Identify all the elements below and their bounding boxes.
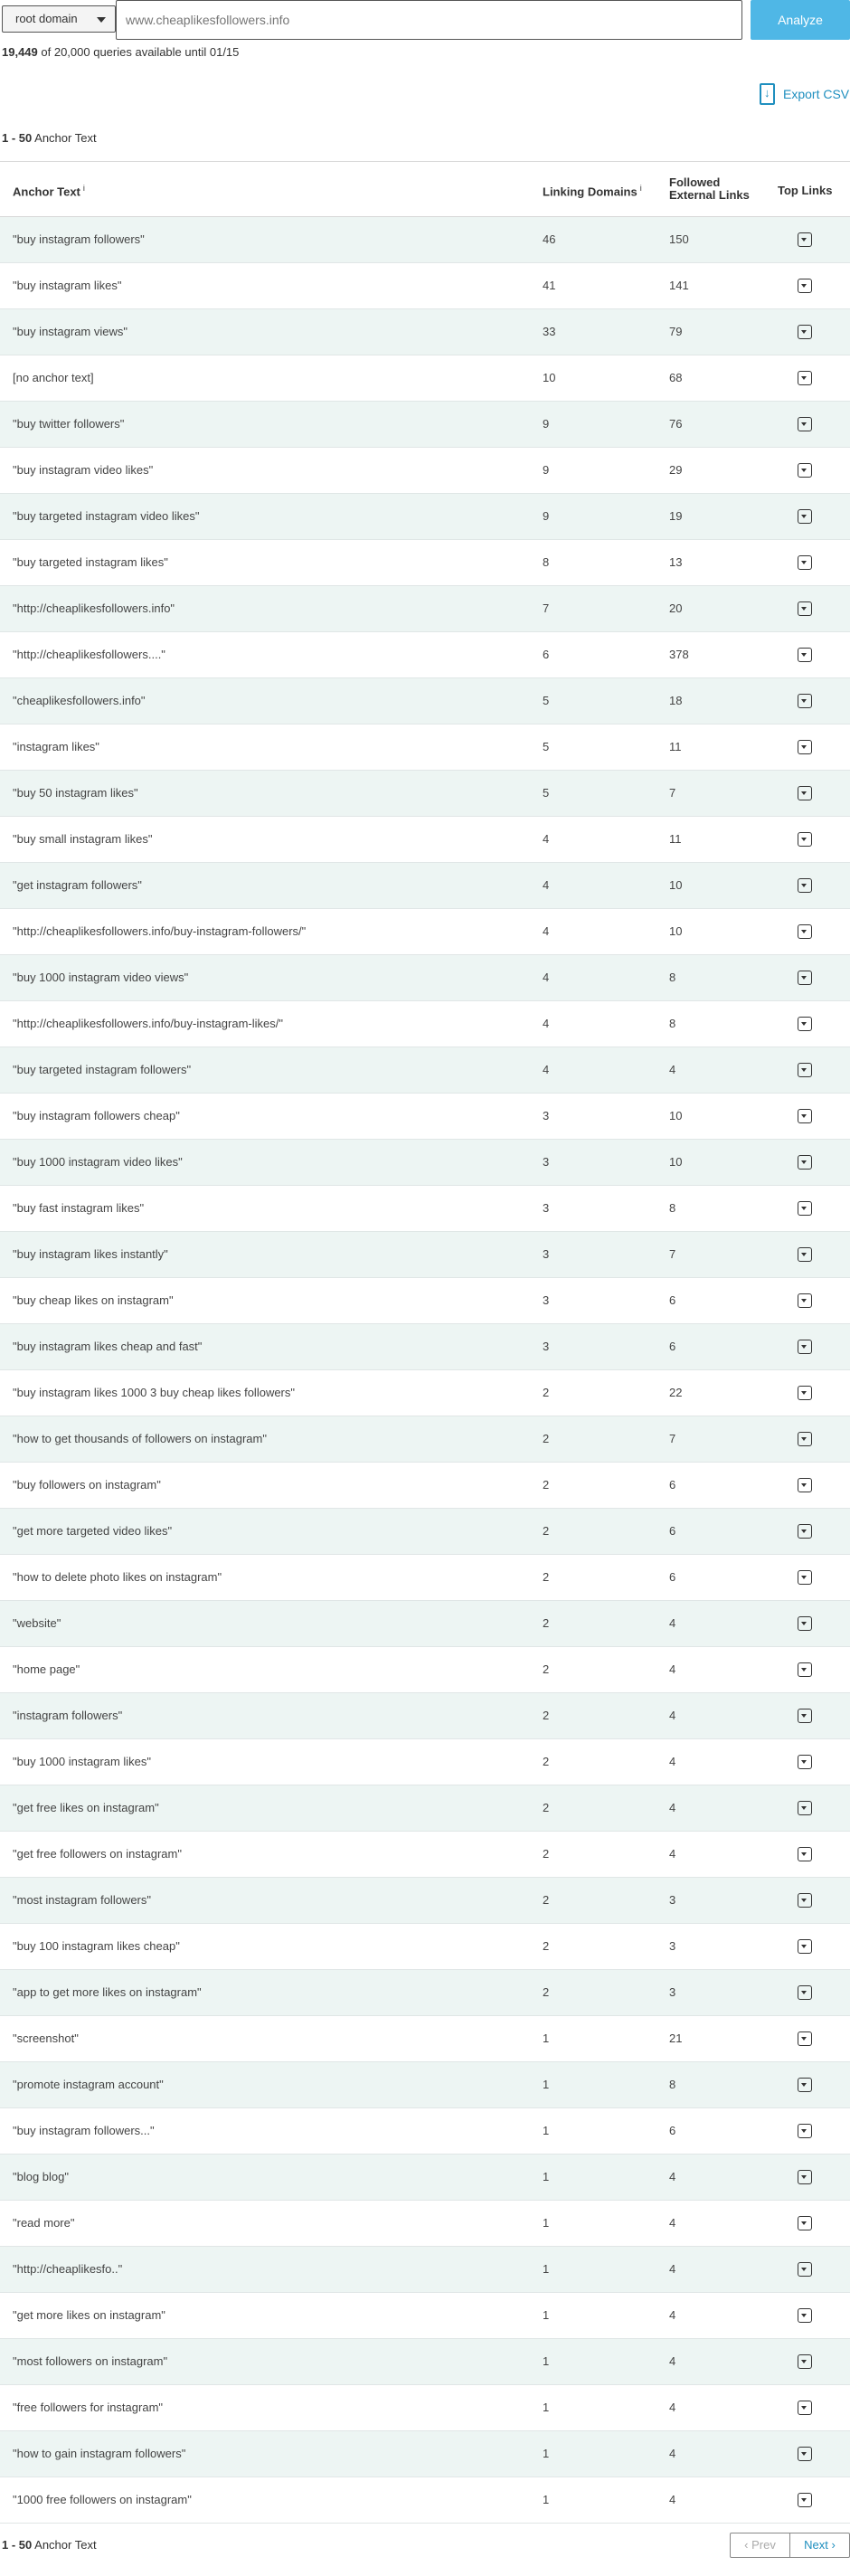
- linking-domains-cell: 33: [543, 325, 556, 338]
- linking-domains-cell: 4: [543, 1063, 550, 1076]
- download-icon: ↓: [760, 83, 775, 105]
- anchor-text-cell: "buy twitter followers": [13, 417, 125, 431]
- linking-domains-cell: 2: [543, 1616, 550, 1630]
- table-row: [0, 402, 850, 448]
- anchor-text-cell: "buy instagram followers": [13, 232, 145, 246]
- anchor-text-cell: "buy instagram likes instantly": [13, 1247, 168, 1261]
- linking-domains-cell: 3: [543, 1155, 550, 1169]
- anchor-text-table: [0, 161, 850, 2524]
- table-row: [0, 1878, 850, 1924]
- column-label: Anchor Text: [13, 185, 80, 199]
- results-range-bottom: [2, 2538, 97, 2552]
- linking-domains-cell: 3: [543, 1247, 550, 1261]
- linking-domains-cell: 2: [543, 1432, 550, 1445]
- linking-domains-cell: 1: [543, 2401, 550, 2414]
- expand-top-links-icon[interactable]: [798, 1478, 812, 1492]
- anchor-text-cell: "blog blog": [13, 2170, 69, 2183]
- followed-links-cell: 8: [669, 1017, 676, 1030]
- followed-links-cell: 4: [669, 1801, 676, 1814]
- table-row: [0, 494, 850, 540]
- followed-links-cell: 3: [669, 1893, 676, 1907]
- scope-dropdown-value: root domain: [15, 12, 78, 25]
- column-header-top-links: Top Links: [778, 184, 833, 197]
- column-header-linking-domains[interactable]: [543, 184, 642, 198]
- table-row: [0, 448, 850, 494]
- table-row: [0, 2293, 850, 2339]
- linking-domains-cell: 9: [543, 417, 550, 431]
- expand-top-links-icon[interactable]: [798, 2262, 812, 2277]
- expand-top-links-icon[interactable]: [798, 1755, 812, 1769]
- next-page-button[interactable]: Next ›: [804, 2538, 836, 2552]
- analyze-button[interactable]: Analyze: [751, 0, 850, 40]
- table-row: [0, 2016, 850, 2062]
- expand-top-links-icon[interactable]: [798, 694, 812, 708]
- linking-domains-cell: 2: [543, 1939, 550, 1953]
- linking-domains-cell: 2: [543, 1386, 550, 1399]
- quota-used: 19,449: [2, 45, 38, 59]
- table-row: [0, 1647, 850, 1693]
- anchor-text-cell: "buy instagram views": [13, 325, 128, 338]
- scope-dropdown[interactable]: [2, 5, 116, 33]
- anchor-text-cell: "how to gain instagram followers": [13, 2447, 186, 2460]
- expand-top-links-icon[interactable]: [798, 2447, 812, 2461]
- followed-links-cell: 11: [669, 832, 682, 846]
- column-label: Linking Domains: [543, 185, 638, 199]
- followed-links-cell: 11: [669, 740, 682, 753]
- linking-domains-cell: 41: [543, 279, 556, 292]
- anchor-text-cell: "get free likes on instagram": [13, 1801, 159, 1814]
- expand-top-links-icon[interactable]: [798, 1616, 812, 1631]
- export-csv-label: Export CSV: [783, 87, 850, 101]
- anchor-text-cell: "website": [13, 1616, 61, 1630]
- expand-top-links-icon[interactable]: [798, 417, 812, 431]
- followed-links-cell: 79: [669, 325, 683, 338]
- linking-domains-cell: 1: [543, 2447, 550, 2460]
- anchor-text-cell: "buy 1000 instagram likes": [13, 1755, 152, 1768]
- url-input[interactable]: [116, 0, 742, 40]
- anchor-text-cell: [no anchor text]: [13, 371, 94, 384]
- expand-top-links-icon[interactable]: [798, 971, 812, 985]
- linking-domains-cell: 8: [543, 555, 550, 569]
- table-row: [0, 2108, 850, 2155]
- linking-domains-cell: 2: [543, 1893, 550, 1907]
- anchor-text-cell: "get instagram followers": [13, 878, 142, 892]
- anchor-text-cell: "how to get thousands of followers on instagram": [13, 1432, 267, 1445]
- linking-domains-cell: 5: [543, 786, 550, 800]
- range-label: Anchor Text: [34, 131, 97, 145]
- linking-domains-cell: 1: [543, 2354, 550, 2368]
- anchor-text-cell: "buy instagram followers...": [13, 2124, 155, 2137]
- followed-links-cell: 21: [669, 2031, 683, 2045]
- linking-domains-cell: 4: [543, 878, 550, 892]
- table-row: [0, 1555, 850, 1601]
- table-row: [0, 355, 850, 402]
- caret-down-icon: [97, 17, 106, 23]
- linking-domains-cell: 1: [543, 2124, 550, 2137]
- followed-links-cell: 10: [669, 924, 683, 938]
- table-row: [0, 2247, 850, 2293]
- table-row: [0, 1785, 850, 1832]
- anchor-text-cell: "get more targeted video likes": [13, 1524, 173, 1538]
- linking-domains-cell: 2: [543, 1570, 550, 1584]
- anchor-text-cell: "buy followers on instagram": [13, 1478, 161, 1492]
- expand-top-links-icon[interactable]: [798, 2493, 812, 2507]
- linking-domains-cell: 2: [543, 1985, 550, 1999]
- anchor-text-cell: "buy 100 instagram likes cheap": [13, 1939, 180, 1953]
- linking-domains-cell: 1: [543, 2078, 550, 2091]
- followed-links-cell: 20: [669, 601, 683, 615]
- column-header-anchor-text[interactable]: [13, 184, 85, 198]
- table-row: [0, 2062, 850, 2108]
- anchor-text-cell: "buy targeted instagram video likes": [13, 509, 200, 523]
- anchor-text-cell: "most instagram followers": [13, 1893, 151, 1907]
- table-row: [0, 2201, 850, 2247]
- expand-top-links-icon[interactable]: [798, 786, 812, 800]
- anchor-text-cell: "buy instagram likes cheap and fast": [13, 1340, 203, 1353]
- linking-domains-cell: 2: [543, 1801, 550, 1814]
- table-row: [0, 1739, 850, 1785]
- expand-top-links-icon[interactable]: [798, 2354, 812, 2369]
- anchor-text-cell: "buy cheap likes on instagram": [13, 1293, 174, 1307]
- table-row: [0, 771, 850, 817]
- table-row: [0, 1232, 850, 1278]
- table-row: [0, 1140, 850, 1186]
- expand-top-links-icon[interactable]: [798, 1570, 812, 1585]
- expand-top-links-icon[interactable]: [798, 1662, 812, 1677]
- expand-top-links-icon[interactable]: [798, 1847, 812, 1861]
- prev-page-button[interactable]: ‹ Prev: [731, 2533, 790, 2557]
- expand-top-links-icon[interactable]: [798, 2170, 812, 2184]
- linking-domains-cell: 7: [543, 601, 550, 615]
- linking-domains-cell: 1: [543, 2031, 550, 2045]
- linking-domains-cell: 3: [543, 1293, 550, 1307]
- results-range-top: [2, 131, 97, 145]
- anchor-text-cell: "http://cheaplikesfollowers....": [13, 648, 165, 661]
- linking-domains-cell: 2: [543, 1524, 550, 1538]
- linking-domains-cell: 10: [543, 371, 556, 384]
- anchor-text-cell: "screenshot": [13, 2031, 79, 2045]
- expand-top-links-icon[interactable]: [798, 509, 812, 524]
- anchor-text-cell: "buy 1000 instagram video likes": [13, 1155, 183, 1169]
- anchor-text-cell: "buy instagram likes 1000 3 buy cheap likes followers": [13, 1386, 295, 1399]
- anchor-text-cell: "get free followers on instagram": [13, 1847, 182, 1861]
- anchor-text-cell: "read more": [13, 2216, 75, 2230]
- table-row: [0, 2477, 850, 2524]
- expand-top-links-icon[interactable]: [798, 1155, 812, 1170]
- table-row: [0, 1832, 850, 1878]
- linking-domains-cell: 1: [543, 2170, 550, 2183]
- linking-domains-cell: 4: [543, 1017, 550, 1030]
- followed-links-cell: 8: [669, 2078, 676, 2091]
- followed-links-cell: 4: [669, 1616, 676, 1630]
- table-row: [0, 2155, 850, 2201]
- anchor-text-cell: "buy instagram followers cheap": [13, 1109, 180, 1122]
- linking-domains-cell: 3: [543, 1109, 550, 1122]
- anchor-text-cell: "how to delete photo likes on instagram": [13, 1570, 222, 1584]
- followed-links-cell: 8: [669, 1201, 676, 1215]
- followed-links-cell: 4: [669, 2493, 676, 2506]
- quota-status: [2, 45, 239, 59]
- anchor-text-cell: "buy 1000 instagram video views": [13, 971, 189, 984]
- expand-top-links-icon[interactable]: [798, 1939, 812, 1954]
- expand-top-links-icon[interactable]: [798, 325, 812, 339]
- expand-top-links-icon[interactable]: [798, 1340, 812, 1354]
- table-row: [0, 1463, 850, 1509]
- followed-links-cell: 3: [669, 1939, 676, 1953]
- followed-links-cell: 4: [669, 2216, 676, 2230]
- expand-top-links-icon[interactable]: [798, 878, 812, 893]
- expand-top-links-icon[interactable]: [798, 1017, 812, 1031]
- anchor-text-cell: "buy targeted instagram likes": [13, 555, 168, 569]
- expand-top-links-icon[interactable]: [798, 648, 812, 662]
- followed-links-cell: 4: [669, 2170, 676, 2183]
- anchor-text-cell: "1000 free followers on instagram": [13, 2493, 192, 2506]
- followed-links-cell: 6: [669, 1293, 676, 1307]
- expand-top-links-icon[interactable]: [798, 1201, 812, 1216]
- followed-links-cell: 378: [669, 648, 689, 661]
- followed-links-cell: 4: [669, 1662, 676, 1676]
- followed-links-cell: 10: [669, 878, 683, 892]
- followed-links-cell: 4: [669, 1063, 676, 1076]
- column-label: External Links: [669, 188, 750, 202]
- followed-links-cell: 18: [669, 694, 683, 707]
- followed-links-cell: 6: [669, 1340, 676, 1353]
- expand-top-links-icon[interactable]: [798, 1109, 812, 1123]
- range-value: 1 - 50: [2, 131, 33, 145]
- followed-links-cell: 10: [669, 1109, 683, 1122]
- linking-domains-cell: 1: [543, 2308, 550, 2322]
- table-row: [0, 1278, 850, 1324]
- linking-domains-cell: 3: [543, 1340, 550, 1353]
- followed-links-cell: 68: [669, 371, 683, 384]
- followed-links-cell: 4: [669, 1755, 676, 1768]
- followed-links-cell: 7: [669, 1432, 676, 1445]
- expand-top-links-icon[interactable]: [798, 1801, 812, 1815]
- followed-links-cell: 13: [669, 555, 683, 569]
- linking-domains-cell: 2: [543, 1709, 550, 1722]
- followed-links-cell: 6: [669, 1478, 676, 1492]
- anchor-text-cell: "buy instagram video likes": [13, 463, 154, 477]
- followed-links-cell: 4: [669, 2308, 676, 2322]
- table-row: [0, 1094, 850, 1140]
- followed-links-cell: 6: [669, 2124, 676, 2137]
- table-row: [0, 1047, 850, 1094]
- linking-domains-cell: 46: [543, 232, 556, 246]
- expand-top-links-icon[interactable]: [798, 2216, 812, 2230]
- table-row: [0, 1693, 850, 1739]
- column-header-followed-external-links[interactable]: [669, 176, 750, 202]
- anchor-text-cell: "app to get more likes on instagram": [13, 1985, 202, 1999]
- anchor-text-cell: "most followers on instagram": [13, 2354, 168, 2368]
- expand-top-links-icon[interactable]: [798, 1247, 812, 1262]
- table-row: [0, 1001, 850, 1047]
- linking-domains-cell: 2: [543, 1478, 550, 1492]
- table-row: [0, 263, 850, 309]
- followed-links-cell: 7: [669, 1247, 676, 1261]
- expand-top-links-icon[interactable]: [798, 1386, 812, 1400]
- followed-links-cell: 10: [669, 1155, 683, 1169]
- linking-domains-cell: 9: [543, 509, 550, 523]
- expand-top-links-icon[interactable]: [798, 1985, 812, 2000]
- linking-domains-cell: 1: [543, 2216, 550, 2230]
- followed-links-cell: 76: [669, 417, 683, 431]
- expand-top-links-icon[interactable]: [798, 924, 812, 939]
- anchor-text-cell: "http://cheaplikesfollowers.info/buy-instagram-likes/": [13, 1017, 283, 1030]
- followed-links-cell: 8: [669, 971, 676, 984]
- linking-domains-cell: 5: [543, 694, 550, 707]
- table-row: [0, 1601, 850, 1647]
- expand-top-links-icon[interactable]: [798, 740, 812, 754]
- anchor-text-cell: "promote instagram account": [13, 2078, 164, 2091]
- table-row: [0, 1324, 850, 1370]
- expand-top-links-icon[interactable]: [798, 1893, 812, 1908]
- followed-links-cell: 150: [669, 232, 689, 246]
- followed-links-cell: 19: [669, 509, 683, 523]
- linking-domains-cell: 9: [543, 463, 550, 477]
- column-label: Followed: [669, 175, 721, 189]
- table-row: [0, 724, 850, 771]
- search-bar: [0, 0, 850, 40]
- table-row: [0, 1509, 850, 1555]
- linking-domains-cell: 5: [543, 740, 550, 753]
- table-row: [0, 909, 850, 955]
- expand-top-links-icon[interactable]: [798, 279, 812, 293]
- anchor-text-cell: "home page": [13, 1662, 80, 1676]
- expand-top-links-icon[interactable]: [798, 463, 812, 478]
- followed-links-cell: 7: [669, 786, 676, 800]
- expand-top-links-icon[interactable]: [798, 1432, 812, 1446]
- table-row: [0, 586, 850, 632]
- expand-top-links-icon[interactable]: [798, 1293, 812, 1308]
- anchor-text-cell: "buy small instagram likes": [13, 832, 153, 846]
- expand-top-links-icon[interactable]: [798, 555, 812, 570]
- expand-top-links-icon[interactable]: [798, 1709, 812, 1723]
- followed-links-cell: 4: [669, 2447, 676, 2460]
- anchor-text-cell: "http://cheaplikesfo..": [13, 2262, 123, 2276]
- linking-domains-cell: 4: [543, 832, 550, 846]
- followed-links-cell: 4: [669, 2262, 676, 2276]
- linking-domains-cell: 4: [543, 971, 550, 984]
- expand-top-links-icon[interactable]: [798, 1063, 812, 1077]
- anchor-text-cell: "free followers for instagram": [13, 2401, 164, 2414]
- anchor-text-cell: "http://cheaplikesfollowers.info/buy-instagram-followers/": [13, 924, 307, 938]
- table-row: [0, 540, 850, 586]
- table-row: [0, 1924, 850, 1970]
- anchor-text-cell: "get more likes on instagram": [13, 2308, 165, 2322]
- table-row: [0, 1970, 850, 2016]
- expand-top-links-icon[interactable]: [798, 2124, 812, 2138]
- followed-links-cell: 6: [669, 1524, 676, 1538]
- expand-top-links-icon[interactable]: [798, 2078, 812, 2092]
- linking-domains-cell: 6: [543, 648, 550, 661]
- expand-top-links-icon[interactable]: [798, 232, 812, 247]
- expand-top-links-icon[interactable]: [798, 2401, 812, 2415]
- table-row: [0, 309, 850, 355]
- table-row: [0, 2339, 850, 2385]
- table-row: [0, 2385, 850, 2431]
- table-row: [0, 955, 850, 1001]
- info-icon[interactable]: i: [639, 184, 642, 193]
- linking-domains-cell: 1: [543, 2493, 550, 2506]
- expand-top-links-icon[interactable]: [798, 2031, 812, 2046]
- linking-domains-cell: 3: [543, 1201, 550, 1215]
- linking-domains-cell: 2: [543, 1662, 550, 1676]
- followed-links-cell: 141: [669, 279, 689, 292]
- followed-links-cell: 6: [669, 1570, 676, 1584]
- linking-domains-cell: 2: [543, 1847, 550, 1861]
- table-header: [0, 162, 850, 217]
- table-row: [0, 1186, 850, 1232]
- followed-links-cell: 3: [669, 1985, 676, 1999]
- expand-top-links-icon[interactable]: [798, 2308, 812, 2323]
- followed-links-cell: 4: [669, 1847, 676, 1861]
- range-label: Anchor Text: [34, 2538, 97, 2552]
- followed-links-cell: 4: [669, 2354, 676, 2368]
- table-row: [0, 1370, 850, 1416]
- expand-top-links-icon[interactable]: [798, 601, 812, 616]
- anchor-text-cell: "cheaplikesfollowers.info": [13, 694, 146, 707]
- pagination: [730, 2533, 850, 2558]
- table-row: [0, 1416, 850, 1463]
- linking-domains-cell: 2: [543, 1755, 550, 1768]
- followed-links-cell: 4: [669, 1709, 676, 1722]
- table-row: [0, 817, 850, 863]
- followed-links-cell: 4: [669, 2401, 676, 2414]
- linking-domains-cell: 1: [543, 2262, 550, 2276]
- table-row: [0, 678, 850, 724]
- table-row: [0, 2431, 850, 2477]
- expand-top-links-icon[interactable]: [798, 371, 812, 385]
- followed-links-cell: 29: [669, 463, 683, 477]
- quota-text: of 20,000 queries available until 01/15: [41, 45, 240, 59]
- table-row: [0, 217, 850, 263]
- expand-top-links-icon[interactable]: [798, 1524, 812, 1539]
- table-row: [0, 863, 850, 909]
- anchor-text-cell: "buy 50 instagram likes": [13, 786, 138, 800]
- anchor-text-cell: "buy fast instagram likes": [13, 1201, 145, 1215]
- anchor-text-cell: "buy targeted instagram followers": [13, 1063, 192, 1076]
- anchor-text-cell: "http://cheaplikesfollowers.info": [13, 601, 175, 615]
- anchor-text-cell: "instagram likes": [13, 740, 99, 753]
- table-row: [0, 632, 850, 678]
- anchor-text-cell: "buy instagram likes": [13, 279, 122, 292]
- followed-links-cell: 22: [669, 1386, 683, 1399]
- linking-domains-cell: 4: [543, 924, 550, 938]
- expand-top-links-icon[interactable]: [798, 832, 812, 847]
- anchor-text-cell: "instagram followers": [13, 1709, 123, 1722]
- table-body: [0, 217, 850, 2524]
- range-value: 1 - 50: [2, 2538, 33, 2552]
- info-icon[interactable]: i: [82, 184, 85, 193]
